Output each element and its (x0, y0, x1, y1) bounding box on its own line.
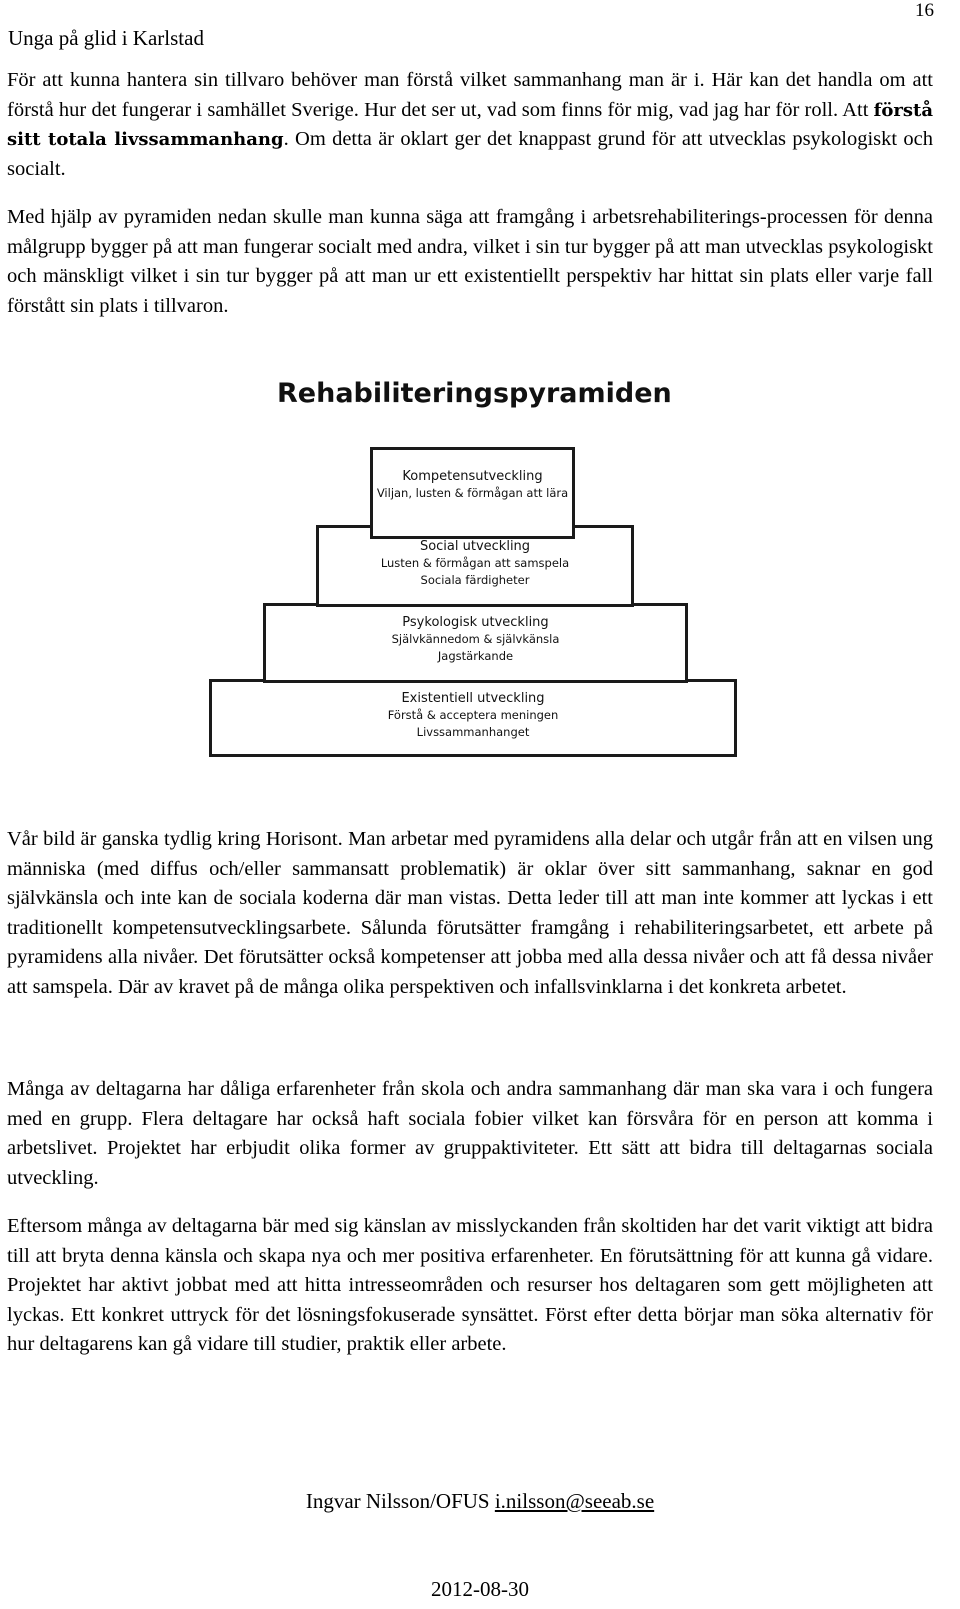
pyramid-tier-existential (209, 679, 737, 757)
pyramid-title: Rehabiliteringspyramiden (277, 378, 672, 409)
footer-date: 2012-08-30 (431, 1577, 529, 1601)
tier-line: Självkännedom & självkänsla (391, 632, 560, 646)
footer-author-line (0, 1489, 960, 1514)
pyramid-figure (160, 345, 780, 805)
tier-line: Viljan, lusten & förmågan att lära (376, 486, 569, 500)
tier-line: Sociala färdigheter (420, 573, 530, 587)
tier-heading: Existentiell utveckling (401, 691, 545, 706)
tier-line: Jagstärkande (437, 649, 514, 663)
tier-line: Förstå & acceptera meningen (387, 708, 559, 722)
paragraph-4: Många av deltagarna har dåliga erfarenheter från skola och andra sammanhang där man ska vara i och fungera med en grupp. Flera deltagare har också haft sociala fobier vilket kan försvåra för en person att komma i arbetslivet. Projektet har erbjudit olika former av gruppaktiviteter. Ett sätt att bidra till deltagarnas sociala utveckling. (7, 1078, 933, 1189)
paragraph-1-text-end: . Om detta är oklart ger det knappast grund för att utvecklas psykologiskt och socialt. (7, 128, 934, 180)
tier-line: Livssammanhanget (416, 725, 530, 739)
footer-email-link[interactable]: i.nilsson@seeab.se (494, 1489, 655, 1513)
page-number: 16 (915, 0, 934, 21)
footer-author: Ingvar Nilsson/OFUS (305, 1489, 495, 1513)
running-header: Unga på glid i Karlstad (8, 26, 204, 50)
paragraph-1 (7, 66, 933, 184)
paragraph-1-bold-phrase: förstå sitt totala livssammanhang (7, 99, 933, 150)
tier-heading: Kompetensutveckling (402, 469, 543, 484)
paragraph-2: Med hjälp av pyramiden nedan skulle man kunna säga att framgång i arbetsrehabiliterings-processen för denna målgrupp bygger på att man fungerar socialt med andra, vilket i sin tur bygger på att man utvecklas psykologiskt och mänskligt vilket i sin tur bygger på att man ur ett existentiellt perspektiv har hittat sin plats eller varje fall förstått sin plats i tillvaron. (7, 206, 933, 317)
tier-heading: Psykologisk utveckling (402, 615, 549, 630)
paragraph-3: Vår bild är ganska tydlig kring Horisont. Man arbetar med pyramidens alla delar och utgår från att en vilsen ung människa (med diffus och/eller sammansatt problematik) är oklar över sitt sammanhang, saknar en god självkänsla och inte kan de sociala koderna där man vistas. Detta leder till att man inte kommer att lyckas i ett traditionellt kompetensutvecklingsarbete. Sålunda förutsätter framgång i rehabiliteringsarbetet, ett arbete på pyramidens alla nivåer. Det förutsätter också kompetenser att jobba med alla dessa nivåer och att få dessa nivåer att samspela. Där av kravet på de många olika perspektiven och infallsvinklarna i det konkreta arbetet. (7, 828, 933, 998)
pyramid-tier-psychological (263, 603, 688, 683)
paragraph-1-text-start: För att kunna hantera sin tillvaro behöver man förstå vilket sammanhang man är i. Här kan det handla om att förstå hur det fungerar i samhället Sverige. Hur det ser ut, vad som finns för mig, vad jag har för roll. Att (7, 69, 933, 121)
tier-line: Lusten & förmågan att samspela (380, 556, 570, 570)
pyramid-tier-competence (370, 447, 575, 539)
paragraph-5: Eftersom många av deltagarna bär med sig känslan av misslyckanden från skoltiden har det varit viktigt att bidra till att bryta denna känsla och skapa nya och mer positiva erfarenheter. En förutsättning för att kunna gå vidare. Projektet har aktivt jobbat med att hitta intresseområden och resurser hos deltagaren som gett möjligheten att lyckas. Ett konkret uttryck för det lösningsfokuserade synsättet. Först efter detta börjar man söka alternativ för hur deltagarens kan gå vidare till studier, praktik eller arbete. (7, 1215, 933, 1355)
tier-heading: Social utveckling (419, 539, 531, 554)
